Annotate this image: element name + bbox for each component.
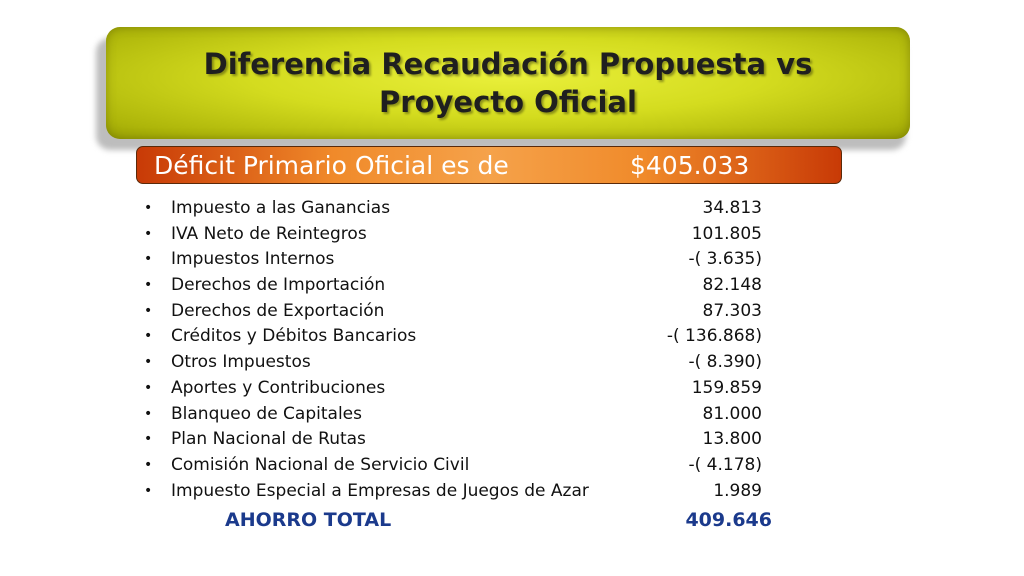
item-label: Aportes y Contribuciones	[171, 377, 386, 398]
bullet-icon: •	[144, 200, 153, 216]
list-item	[140, 453, 840, 479]
item-value: -( 8.390)	[688, 352, 762, 373]
list-item	[140, 324, 840, 350]
bullet-icon: •	[144, 405, 153, 422]
bullet-icon: •	[144, 354, 153, 371]
list-item	[140, 376, 840, 402]
bullet-icon: •	[144, 482, 153, 499]
item-label: Créditos y Débitos Bancarios	[171, 326, 417, 347]
item-label: Blanqueo de Capitales	[171, 403, 362, 424]
total-value: 409.646	[685, 509, 772, 531]
item-label: Impuesto a las Ganancias	[171, 198, 391, 218]
item-label: Otros Impuestos	[171, 352, 311, 373]
bullet-icon: •	[144, 225, 153, 242]
total-row	[140, 506, 840, 534]
item-value: -( 4.178)	[688, 454, 762, 475]
item-label: Plan Nacional de Rutas	[171, 429, 366, 450]
title-banner	[106, 27, 910, 139]
item-value: 34.813	[702, 198, 762, 218]
total-label: AHORRO TOTAL	[225, 509, 392, 531]
item-value: 87.303	[702, 300, 762, 321]
list-item	[140, 479, 840, 505]
item-value: 101.805	[691, 223, 762, 244]
list-item	[140, 247, 840, 273]
item-label: Derechos de Exportación	[171, 300, 385, 321]
list-item	[140, 196, 840, 222]
item-label: IVA Neto de Reintegros	[171, 223, 367, 244]
list-item	[140, 299, 840, 325]
list-item	[140, 273, 840, 299]
item-value: 159.859	[691, 377, 762, 398]
list-item	[140, 427, 840, 453]
deficit-value: $405.033	[630, 151, 750, 180]
bullet-icon: •	[144, 456, 153, 473]
item-label: Impuesto Especial a Empresas de Juegos de Azar	[171, 480, 589, 501]
item-label: Impuestos Internos	[171, 249, 335, 270]
item-label: Comisión Nacional de Servicio Civil	[171, 454, 470, 475]
bullet-icon: •	[144, 251, 153, 268]
item-value: 13.800	[702, 429, 762, 450]
list-item	[140, 222, 840, 248]
item-value: 82.148	[702, 275, 762, 296]
item-label: Derechos de Importación	[171, 275, 386, 296]
item-value: 1.989	[713, 480, 762, 501]
bullet-icon: •	[144, 431, 153, 448]
deficit-label: Déficit Primario Oficial es de	[154, 151, 509, 180]
slide-title: Diferencia Recaudación Propuesta vs Proyecto Oficial	[203, 47, 813, 119]
tax-items-list	[140, 196, 840, 504]
deficit-banner	[136, 146, 842, 184]
item-value: 81.000	[702, 403, 762, 424]
item-value: -( 136.868)	[666, 326, 762, 347]
bullet-icon: •	[144, 277, 153, 294]
item-value: -( 3.635)	[688, 249, 762, 270]
bullet-icon: •	[144, 302, 153, 319]
list-item	[140, 350, 840, 376]
bullet-icon: •	[144, 328, 153, 345]
bullet-icon: •	[144, 379, 153, 396]
list-item	[140, 402, 840, 428]
